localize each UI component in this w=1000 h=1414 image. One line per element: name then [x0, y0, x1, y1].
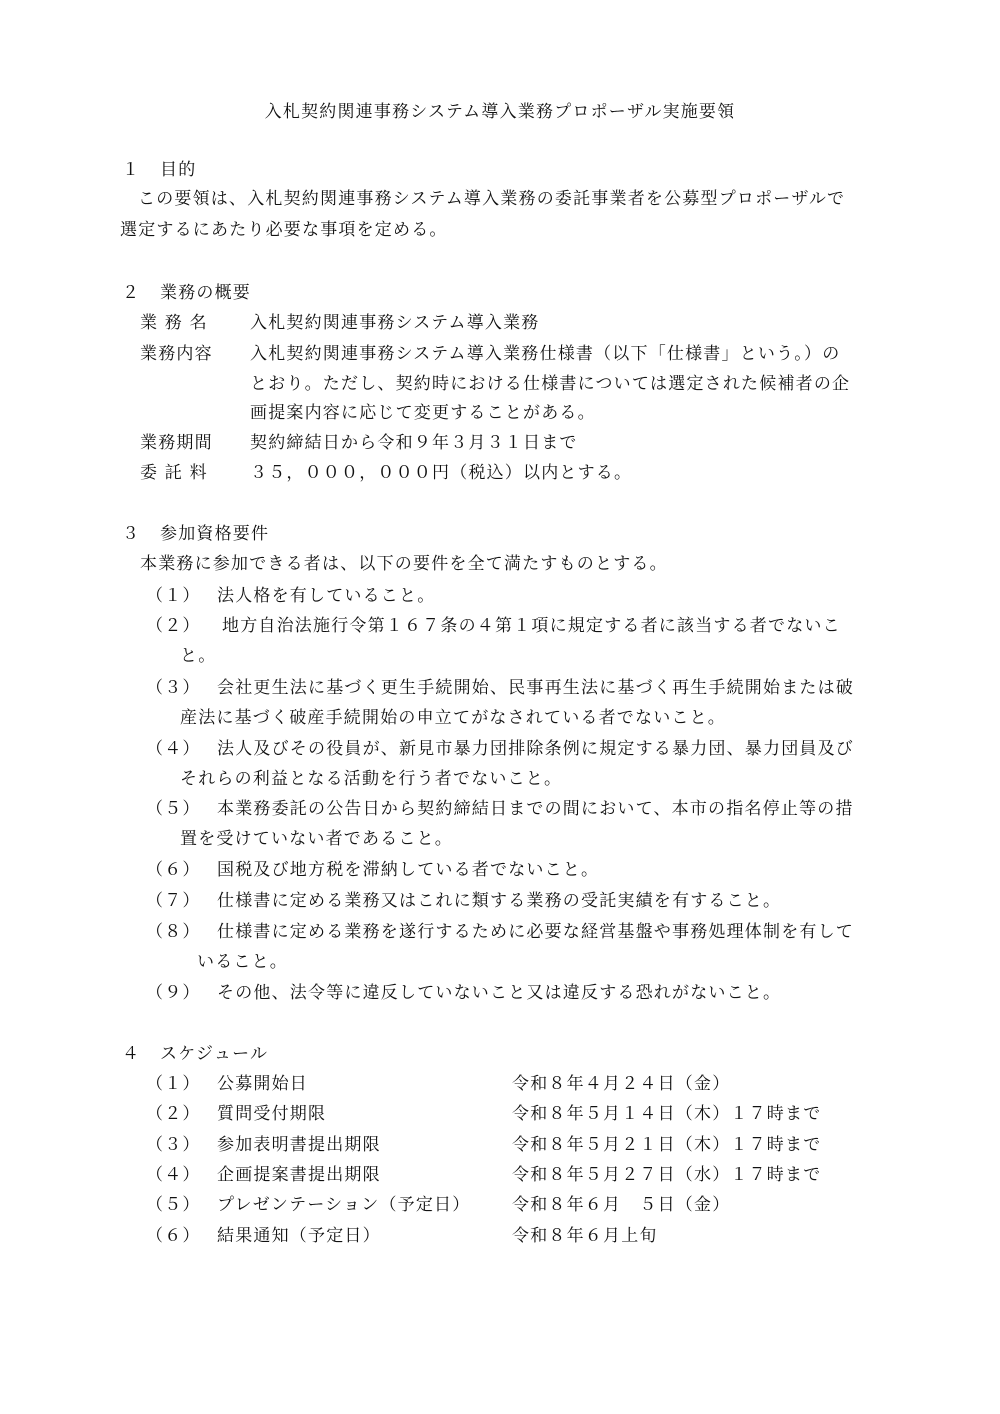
section-1-number: １: [122, 160, 141, 180]
schedule-label: 参加表明書提出期限: [217, 1135, 381, 1155]
schedule-label: 質問受付期限: [217, 1104, 327, 1124]
requirement-text-continued: 産法に基づく破産手続開始の申立てがなされている者でないこと。: [180, 708, 726, 728]
overview-label-period: 業務期間: [140, 433, 213, 453]
schedule-number: （２）: [146, 1104, 201, 1124]
schedule-number: （３）: [146, 1135, 201, 1155]
requirement-number: （３）: [146, 678, 201, 698]
section-3-heading: 参加資格要件: [160, 524, 270, 544]
section-2-heading: 業務の概要: [160, 283, 251, 303]
requirement-number: （４）: [146, 739, 201, 759]
schedule-number: （４）: [146, 1165, 201, 1185]
schedule-date: 令和８年５月２１日（木）１７時まで: [512, 1135, 822, 1155]
requirement-text: 仕様書に定める業務を遂行するために必要な経営基盤や事務処理体制を有して: [217, 922, 854, 942]
overview-value-name: 入札契約関連事務システム導入業務: [250, 313, 540, 333]
section-1-heading: 目的: [160, 160, 197, 180]
overview-value-fee: ３５，０００，０００円（税込）以内とする。: [250, 463, 633, 483]
requirement-text: 仕様書に定める業務又はこれに類する業務の受託実績を有すること。: [217, 891, 782, 911]
requirement-number: （８）: [146, 922, 201, 942]
overview-label-name: 業 務 名: [140, 313, 208, 333]
requirement-text-continued: と。: [180, 646, 217, 666]
section-3-number: ３: [122, 524, 141, 544]
section-4-heading: スケジュール: [160, 1044, 269, 1064]
schedule-number: （６）: [146, 1226, 201, 1246]
overview-label-content: 業務内容: [140, 344, 213, 364]
section-1-paragraph-line-1: この要領は、入札契約関連事務システム導入業務の委託事業者を公募型プロポーザルで: [138, 189, 846, 209]
schedule-label: プレゼンテーション（予定日）: [217, 1195, 471, 1215]
overview-label-fee: 委 託 料: [140, 463, 208, 483]
section-2-number: ２: [122, 283, 141, 303]
requirement-text: 法人及びその役員が、新見市暴力団排除条例に規定する暴力団、暴力団員及び: [217, 739, 854, 759]
requirement-text: 本業務委託の公告日から契約締結日までの間において、本市の指名停止等の措: [217, 799, 854, 819]
requirement-number: （７）: [146, 891, 201, 911]
requirement-text-continued: 置を受けていない者であること。: [180, 829, 453, 849]
requirement-number: （６）: [146, 860, 201, 880]
schedule-date: 令和８年６月上旬: [512, 1226, 658, 1246]
requirement-text: 法人格を有していること。: [217, 586, 436, 606]
schedule-label: 公募開始日: [217, 1074, 308, 1094]
schedule-label: 企画提案書提出期限: [217, 1165, 381, 1185]
overview-value-content-line-2: とおり。ただし、契約時における仕様書については選定された候補者の企: [250, 374, 851, 394]
requirement-text: 会社更生法に基づく更生手続開始、民事再生法に基づく再生手続開始または破: [217, 678, 854, 698]
requirement-text-continued: それらの利益となる活動を行う者でないこと。: [180, 769, 563, 789]
overview-value-period: 契約締結日から令和９年３月３１日まで: [250, 433, 578, 453]
section-4-number: ４: [122, 1044, 141, 1064]
schedule-label: 結果通知（予定日）: [217, 1226, 381, 1246]
schedule-number: （５）: [146, 1195, 201, 1215]
requirement-number: （１）: [146, 586, 201, 606]
document-title: 入札契約関連事務システム導入業務プロポーザル実施要領: [264, 102, 736, 122]
schedule-date: 令和８年６月 ５日（金）: [512, 1195, 731, 1215]
schedule-date: 令和８年５月２７日（水）１７時まで: [512, 1165, 822, 1185]
schedule-date: 令和８年４月２４日（金）: [512, 1074, 731, 1094]
requirement-text-continued: いること。: [197, 952, 288, 972]
requirement-number: （９）: [146, 983, 201, 1003]
requirement-number: （２）: [146, 616, 201, 636]
section-1-paragraph-line-2: 選定するにあたり必要な事項を定める。: [120, 220, 448, 240]
requirement-text: 地方自治法施行令第１６７条の４第１項に規定する者に該当する者でないこ: [222, 616, 841, 636]
section-3-intro: 本業務に参加できる者は、以下の要件を全て満たすものとする。: [140, 554, 668, 574]
overview-value-content-line-3: 画提案内容に応じて変更することがある。: [250, 403, 596, 423]
schedule-date: 令和８年５月１４日（木）１７時まで: [512, 1104, 822, 1124]
requirement-text: その他、法令等に違反していないこと又は違反する恐れがないこと。: [217, 983, 782, 1003]
overview-value-content-line-1: 入札契約関連事務システム導入業務仕様書（以下「仕様書」という。）の: [250, 344, 841, 364]
schedule-number: （１）: [146, 1074, 201, 1094]
requirement-text: 国税及び地方税を滞納している者でないこと。: [217, 860, 600, 880]
requirement-number: （５）: [146, 799, 201, 819]
